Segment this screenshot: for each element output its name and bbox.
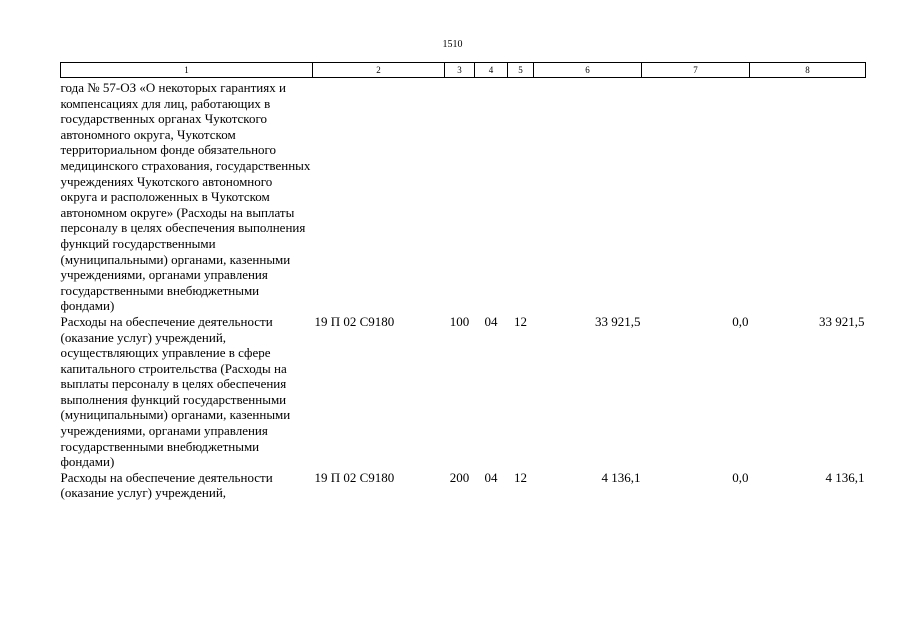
table-row	[61, 78, 866, 314]
row-total: 4 136,1	[825, 469, 865, 485]
row-name: года № 57-ОЗ «О некоторых гарантиях и компенсациях для лиц, работающих в государственных органах Чукотского автономного округа, Чукотском территориальном фонде обязательного медицинского страхования, государственных учреждениях Чукотского автономного округа и расположенных в Чукотском автономном округе» (Расходы на выплаты персоналу в целях обеспечения выполнения функций государственными (муниципальными) органами, казенными учреждениями, органами управления государственными внебюджетными фондами)	[60, 80, 311, 314]
row-code	[313, 78, 445, 314]
row-amount: 4 136,1	[601, 469, 641, 485]
row-rz: 04	[484, 469, 498, 485]
column-header-7: 7	[642, 63, 750, 78]
column-header-4: 4	[475, 63, 508, 78]
row-name: Расходы на обеспечение деятельности (оказание услуг) учреждений, осуществляющих управление в сфере капитального строительства (Расходы на выплаты персоналу в целях обеспечения выполнения функций государственными (муниципальными) органами, казенными учреждениями, органами управления государственными внебюджетными фондами)	[60, 313, 291, 470]
row-total: 33 921,5	[819, 313, 865, 329]
column-header-8: 8	[750, 63, 866, 78]
row-amount	[534, 78, 642, 314]
row-pr	[508, 78, 534, 314]
row-change: 0,0	[732, 313, 749, 329]
budget-table	[60, 62, 866, 501]
header-row	[61, 63, 866, 78]
row-code: 19 П 02 С9180	[314, 469, 395, 485]
column-header-3: 3	[445, 63, 475, 78]
row-code: 19 П 02 С9180	[314, 313, 395, 329]
row-change	[642, 78, 750, 314]
column-header-2: 2	[313, 63, 445, 78]
row-rz: 04	[484, 313, 498, 329]
row-pr: 12	[514, 313, 527, 329]
row-vr	[445, 78, 475, 314]
column-header-5: 5	[508, 63, 534, 78]
column-header-1: 1	[61, 63, 313, 78]
row-total	[750, 78, 866, 314]
table-row	[61, 470, 866, 501]
row-name: Расходы на обеспечение деятельности (оказание услуг) учреждений,	[60, 469, 273, 501]
row-pr: 12	[514, 469, 527, 485]
row-vr: 200	[449, 469, 470, 485]
page-number: 1510	[442, 39, 463, 50]
table-row	[61, 314, 866, 470]
row-vr: 100	[449, 313, 470, 329]
row-amount: 33 921,5	[595, 313, 641, 329]
row-rz	[475, 78, 508, 314]
row-change: 0,0	[732, 469, 749, 485]
column-header-6: 6	[534, 63, 642, 78]
